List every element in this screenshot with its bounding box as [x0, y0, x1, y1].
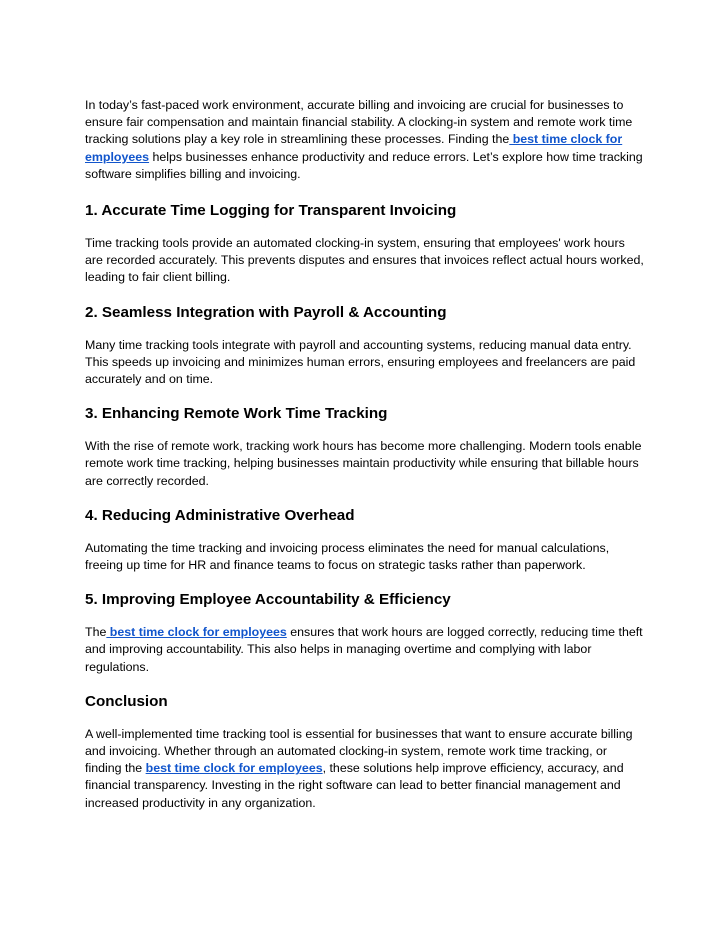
- best-time-clock-link[interactable]: best time clock for employees: [145, 761, 323, 776]
- section-5-text-2: ensures that work hours are logged correctly, reducing time theft and improving accountability. This also helps in managing overtime and complying with labor regulations.: [85, 625, 643, 674]
- conclusion-text-2: , these solutions help improve efficiency, accuracy, and financial transparency. Investing in the right software can lead to better financial management and increased productivity in any organization.: [85, 761, 624, 810]
- section-body-5: [85, 624, 645, 676]
- conclusion-body: [85, 726, 645, 812]
- section-body-2: Many time tracking tools integrate with payroll and accounting systems, reducing manual data entry. This speeds up invoicing and minimizes human errors, ensuring employees and freelancers are paid accurately and on time.: [85, 337, 636, 387]
- intro-paragraph: [85, 97, 645, 183]
- conclusion-heading: Conclusion: [85, 692, 168, 710]
- section-heading-2: 2. Seamless Integration with Payroll & Accounting: [85, 303, 447, 321]
- document-page: [85, 97, 645, 828]
- section-body-3: With the rise of remote work, tracking work hours has become more challenging. Modern tools enable remote work time tracking, helping businesses maintain productivity while ensuring that billable hours are correctly recorded.: [85, 439, 642, 488]
- section-5-text-1: The: [85, 625, 107, 640]
- intro-text-2: helps businesses enhance productivity and reduce errors. Let’s explore how time tracking software simplifies billing and invoicing.: [85, 149, 643, 181]
- section-heading-5: 5. Improving Employee Accountability & Efficiency: [85, 591, 451, 609]
- conclusion-text-1: A well-implemented time tracking tool is essential for businesses that want to ensure accurate billing and invoicing. Whether through an automated clocking-in system, remote work time tracking, or finding the: [85, 726, 633, 776]
- section-body-1: Time tracking tools provide an automated clocking-in system, ensuring that employees' work hours are recorded accurately. This prevents disputes and ensures that invoices reflect actual hours worked, leading to fair client billing.: [85, 236, 644, 285]
- intro-text-1: In today’s fast-paced work environment, accurate billing and invoicing are crucial for businesses to ensure fair compensation and maintain financial stability. A clocking-in system and remote work time tracking solutions play a key role in streamlining these processes. Finding the: [85, 98, 633, 147]
- section-heading-4: 4. Reducing Administrative Overhead: [85, 506, 355, 524]
- section-body-4: Automating the time tracking and invoicing process eliminates the need for manual calculations, freeing up time for HR and finance teams to focus on strategic tasks rather than paperwork.: [85, 540, 610, 573]
- best-time-clock-link[interactable]: best time clock for employees: [85, 132, 623, 164]
- section-heading-1: 1. Accurate Time Logging for Transparent Invoicing: [85, 202, 457, 220]
- section-heading-3: 3. Enhancing Remote Work Time Tracking: [85, 405, 388, 423]
- best-time-clock-link[interactable]: best time clock for employees: [106, 625, 287, 640]
